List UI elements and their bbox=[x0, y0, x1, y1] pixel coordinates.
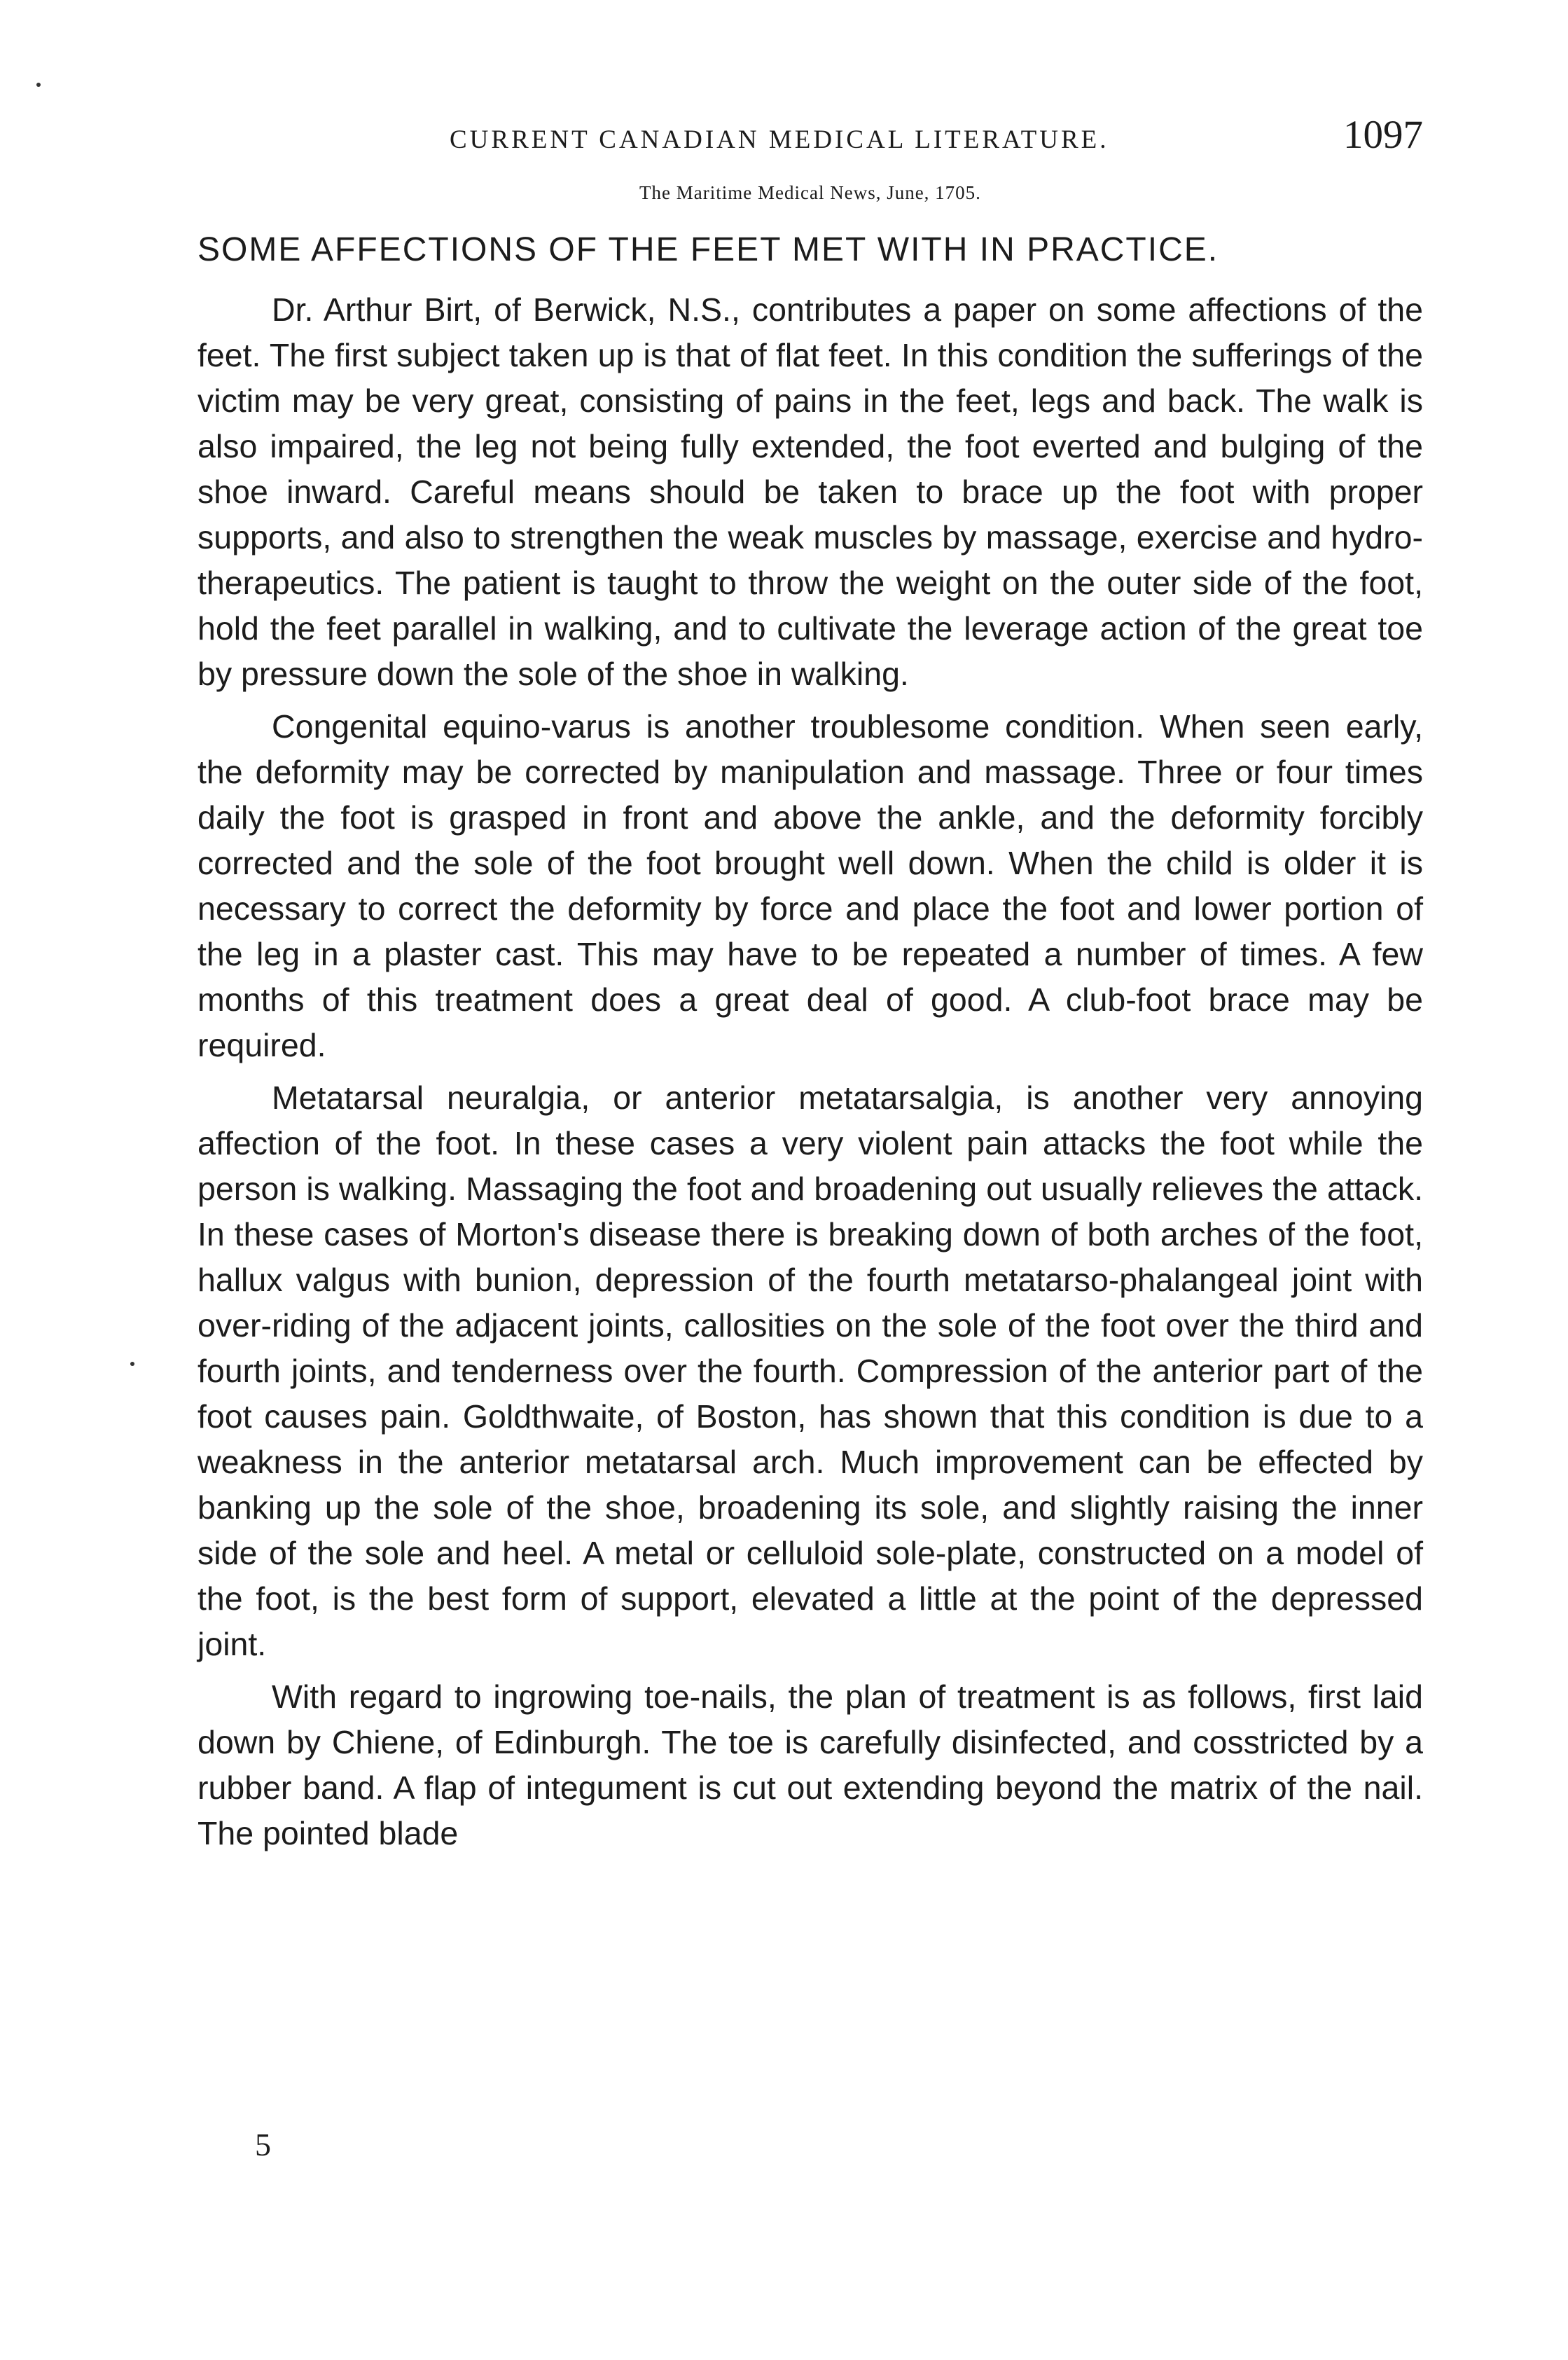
source-citation: The Maritime Medical News, June, 1705. bbox=[639, 182, 981, 203]
page-number: 1097 bbox=[1343, 113, 1423, 157]
paragraph-metatarsalgia: Metatarsal neuralgia, or anterior metatarsalgia, is another very annoying affection of the foot. In these cases a very violent pain attacks the foot while the person is walking. Massaging the foot and broadening out usually relieves the attack. In these cases of Morton's disease there is breaking down of both arches of the foot, hallux valgus with bunion, depression of the fourth metatarso-phalangeal joint with over-riding of the adjacent joints, callosities on the sole of the foot over the third and fourth joints, and tenderness over the fourth. Compression of the anterior part of the foot causes pain. Goldthwaite, of Boston, has shown that this condition is due to a weakness in the anterior metatarsal arch. Much improvement can be effected by banking up the sole of the shoe, broadening its sole, and slightly raising the inner side of the sole and heel. A metal or celluloid sole-plate, constructed on a model of the foot, is the best form of support, elevated a little at the point of the depressed joint. bbox=[197, 1079, 1423, 1662]
paragraph-flat-feet: Dr. Arthur Birt, of Berwick, N.S., contributes a paper on some affections of the feet. The first subject taken up is that of flat feet. In this condition the sufferings of the victim may be very great, consisting of pains in the feet, legs and back. The walk is also impaired, the leg not being fully extended, the foot everted and bulging of the shoe inward. Careful means should be taken to brace up the foot with proper supports, and also to strengthen the weak muscles by massage, exercise and hydro-therapeutics. The patient is taught to throw the weight on the outer side of the foot, hold the feet parallel in walking, and to cultivate the leverage action of the great toe by pressure down the sole of the shoe in walking. bbox=[197, 291, 1423, 692]
running-head bbox=[197, 105, 1423, 182]
journal-title: CURRENT CANADIAN MEDICAL LITERATURE. bbox=[450, 125, 1109, 154]
article-body bbox=[197, 287, 1423, 1856]
margin-speck-middle bbox=[130, 1362, 134, 1366]
margin-speck-top bbox=[36, 83, 41, 87]
paragraph-ingrowing-toe-nails: With regard to ingrowing toe-nails, the plan of treatment is as follows, first laid down by Chiene, of Edinburgh. The toe is carefully disinfected, and cosstricted by a rubber band. A flap of integument is cut out extending beyond the matrix of the nail. The pointed blade bbox=[197, 1678, 1423, 1851]
article-title: SOME AFFECTIONS OF THE FEET MET WITH IN PRACTICE. bbox=[197, 231, 1219, 268]
journal-page bbox=[197, 105, 1423, 1856]
paragraph-equino-varus: Congenital equino-varus is another troublesome condition. When seen early, the deformity may be corrected by manipulation and massage. Three or four times daily the foot is grasped in front and above the ankle, and the deformity forcibly corrected and the sole of the foot brought well down. When the child is older it is necessary to correct the deformity by force and place the foot and lower portion of the leg in a plaster cast. This may have to be repeated a number of times. A few months of this treatment does a great deal of good. A club-foot brace may be required. bbox=[197, 708, 1423, 1063]
signature-mark: 5 bbox=[255, 2127, 271, 2162]
